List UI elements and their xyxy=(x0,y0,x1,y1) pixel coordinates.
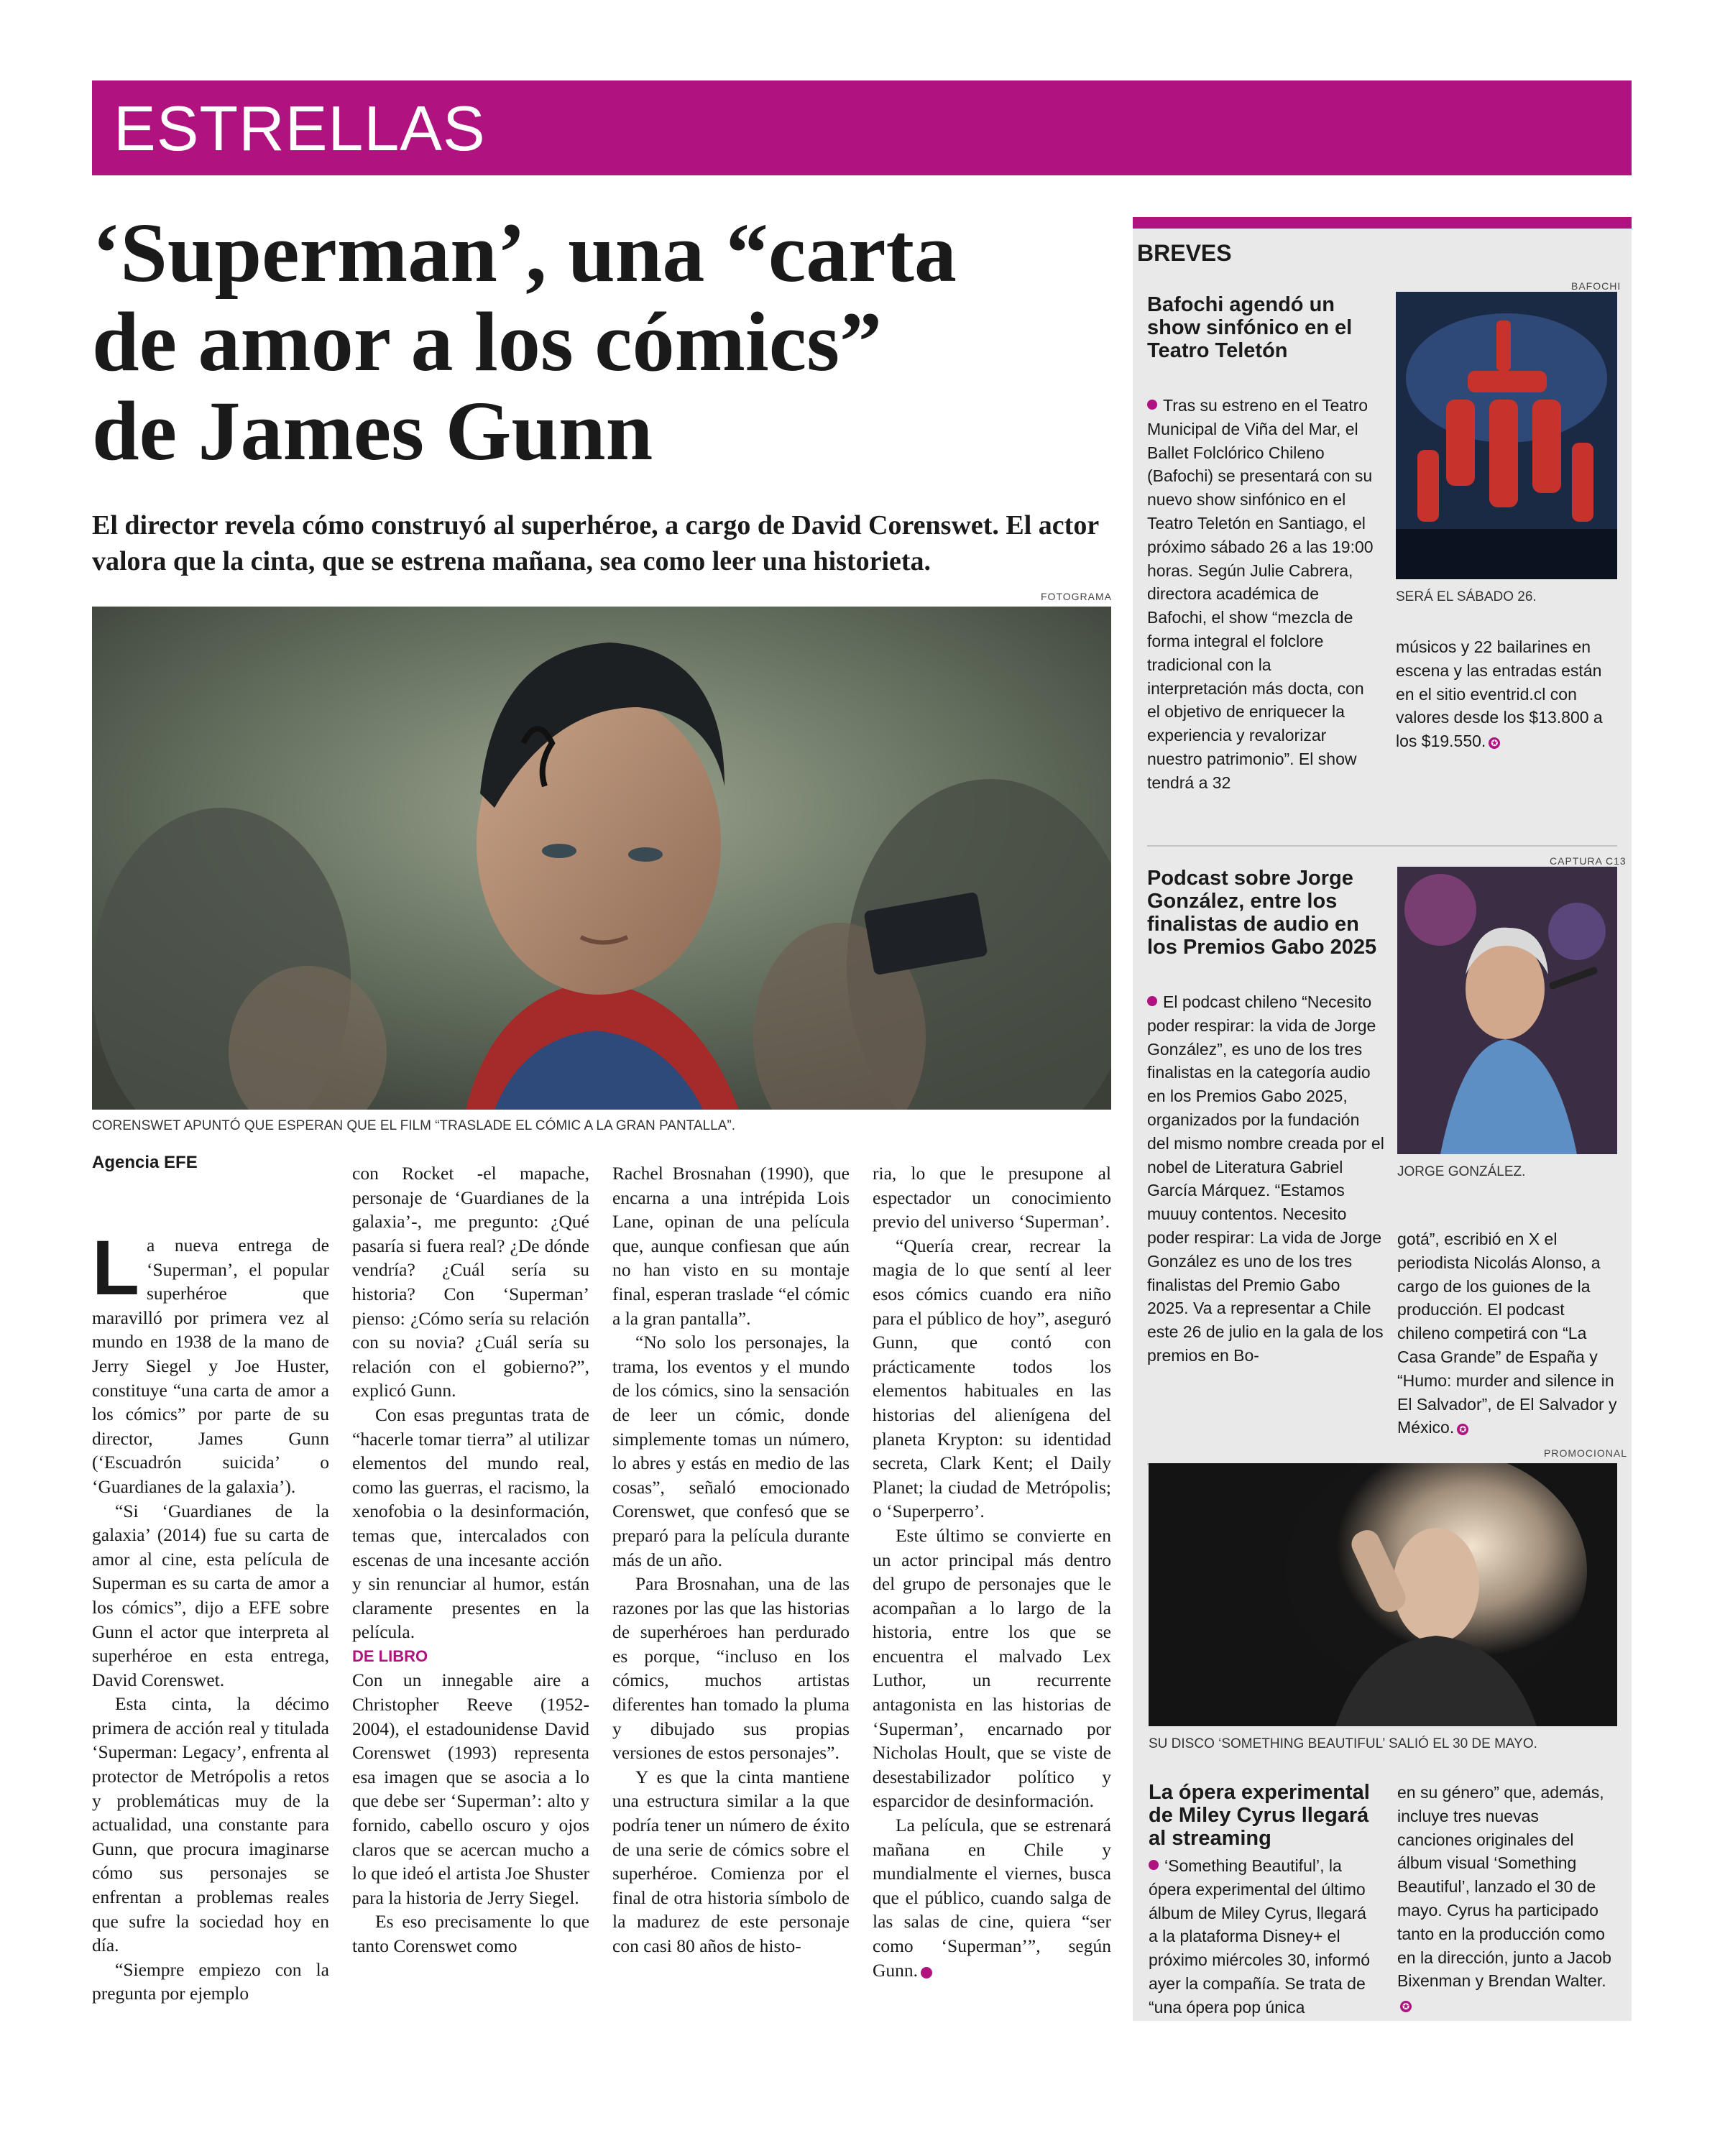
article-column-4 xyxy=(873,1161,1111,1982)
brief-text: El podcast chileno “Necesito poder respirar: la vida de Jorge González”, es uno de los tres finalistas en la categoría audio en los Premios Gabo 2025, organizados por la fundación del mismo nombre creada por el nobel de Literatura Gabriel García Márquez. “Estamos muuuy contentos. Necesito poder respirar: La vida de Jorge González es uno de los tres finalistas del Premio Gabo 2025. Va a representar a Chile este 26 de julio en la gala de los premios en Bo- xyxy=(1147,992,1384,1365)
end-mark-icon: ✪ xyxy=(1457,1424,1468,1435)
paragraph: Este último se convierte en un actor principal más dentro del grupo de personajes que le acompañan a lo largo de la historia, entre los que se encuentra el malvado Lex Luthor, un recurrente antagonista en las historias de ‘Superman’, encarnado por Nicholas Hoult, que se viste de desestabilizador político y esparcidor de desinformación. xyxy=(873,1524,1111,1812)
paragraph: con Rocket -el mapache, personaje de ‘Guardianes de la galaxia’-, me pregunto: ¿Qué pasaría si fuera real? ¿De dónde vendría? ¿Cuál sería su historia? Con ‘Superman’ pienso: ¿Cómo sería su relación con su novia? ¿Cuál sería su relación con el gobierno?”, explicó Gunn. xyxy=(352,1163,589,1401)
brief-photo-caption: JORGE GONZÁLEZ. xyxy=(1397,1164,1526,1179)
subhead: DE LIBRO xyxy=(352,1646,428,1665)
end-mark-icon: ✪ xyxy=(1489,737,1500,749)
article-column-2 xyxy=(352,1161,589,1958)
superman-photo-illustration xyxy=(92,607,1111,1110)
brief-photo-credit: CAPTURA C13 xyxy=(1550,855,1627,867)
paragraph: Es eso precisamente lo que tanto Corenswet como xyxy=(352,1911,589,1956)
dancers-illustration xyxy=(1396,292,1617,579)
paragraph: Rachel Brosnahan (1990), que encarna a una intrépida Lois Lane, opinan de una película que, aunque confiesan que aún no han visto en su montaje final, esperan traslade “el cómic a la gran pantalla”. xyxy=(612,1163,850,1329)
brief-photo-bafochi xyxy=(1396,292,1617,579)
brief-photo-caption: SERÁ EL SÁBADO 26. xyxy=(1396,589,1537,604)
end-mark-icon: ✪ xyxy=(921,1967,932,1978)
brief-text-continued: en su género” que, además, incluye tres nuevas canciones originales del álbum visual ‘Something Beautiful’, lanzado el 30 de mayo. Cyrus ha participado tanto en la producción como en la dirección, junto a Jacob Bixenman y Brendan Walter.✪ xyxy=(1397,1783,1611,2012)
paragraph: “Quería crear, recrear la magia de lo que sentí al leer esos cómics cuando era niño para el público de hoy”, aseguró Gunn, que contó con prácticamente todos los elementos habituales en las historias del alienígena del planeta Krypton: su identidad secreta, Clark Kent; el Daily Planet; la ciudad de Metrópolis; o ‘Superperro’. xyxy=(873,1235,1111,1522)
article-deck: El director revela cómo construyó al superhéroe, a cargo de David Corenswet. El actor valora que la cinta, que se estrena mañana, sea como leer una historieta. xyxy=(92,510,1099,576)
bullet-dot-icon xyxy=(1147,996,1157,1006)
article-headline xyxy=(92,208,1120,476)
brief-photo-credit: PROMOCIONAL xyxy=(1544,1447,1628,1459)
singer-illustration xyxy=(1397,867,1617,1154)
paragraph: “Siempre empiezo con la pregunta por ejemplo xyxy=(92,1958,329,2004)
headline-line: ‘Superman’, una “carta xyxy=(92,206,957,300)
article-column-3 xyxy=(612,1161,850,1958)
brief-headline: Podcast sobre Jorge González, entre los finalistas de audio en los Premios Gabo 2025 xyxy=(1147,867,1377,959)
paragraph: La nueva entrega de ‘Superman’, el popular superhéroe que maravilló por primera vez al mundo en 1938 de la mano de Jerry Siegel y Joe Huster, constituye “una carta de amor a los cómics” por parte de su director, James Gunn (‘Escuadrón suicida’ o ‘Guardianes de la galaxia’). xyxy=(92,1224,329,1497)
paragraph: “No solo los personajes, la trama, los eventos y el mundo de los cómics, sino la sensación de leer un cómic, donde simplemente tomas un número, lo abres y estás en medio de las cosas”, señaló emocionado Corenswet, que confesó que se preparó para la película durante más de un año. xyxy=(612,1332,850,1570)
brief-photo-caption: SU DISCO ‘SOMETHING BEAUTIFUL’ SALIÓ EL 30 DE MAYO. xyxy=(1149,1736,1537,1751)
paragraph: Y es que la cinta mantiene una estructura similar a la que podría tener un número de éxito de una serie de cómics sobre el superhéroe. Comienza por el final de otra historia símbolo de la madurez de este personaje con casi 80 años de histo- xyxy=(612,1766,850,1956)
headline-line: de James Gunn xyxy=(92,384,653,478)
photo-credit: FOTOGRAMA xyxy=(1041,591,1112,602)
paragraph: Para Brosnahan, una de las razones por las que las historias de superhéroes han perdurado es porque, “incluso en los cómics, muchos artistas diferentes han tomado la pluma y dibujado sus propias versiones de estos personajes”. xyxy=(612,1573,850,1764)
paragraph: Con esas preguntas trata de “hacerle tomar tierra” al utilizar elementos del mundo real, como las guerras, el racismo, la xenofobia o la desinformación, temas que, intercalados con escenas de una incesante acción y sin renunciar al humor, están claramente presentes en la película. xyxy=(352,1404,589,1643)
end-mark-icon: ✪ xyxy=(1400,2001,1412,2012)
brief-photo-jorge-gonzalez xyxy=(1397,867,1617,1154)
brief-photo-credit: BAFOCHI xyxy=(1571,280,1622,292)
byline: Agencia EFE xyxy=(92,1153,198,1172)
headline-line: de amor a los cómics” xyxy=(92,295,882,389)
brief-text-continued: músicos y 22 bailarines en escena y las entradas están en el sitio eventrid.cl con valores desde los $13.800 a los $19.550. ✪ xyxy=(1396,637,1603,751)
section-title: ESTRELLAS xyxy=(114,93,486,164)
performer-illustration xyxy=(1149,1463,1617,1726)
brief-text: ‘Something Beautiful’, la ópera experimental del último álbum de Miley Cyrus, llegará a la plataforma Disney+ el próximo miércoles 30, informó ayer la compañía. Se trata de “una ópera pop única xyxy=(1149,1856,1371,2017)
brief-headline: La ópera experimental de Miley Cyrus llegará al streaming xyxy=(1149,1781,1370,1850)
sidebar-accent-bar xyxy=(1133,217,1632,229)
bullet-dot-icon xyxy=(1147,400,1157,410)
paragraph: ria, lo que le presupone al espectador un conocimiento previo del universo ‘Superman’. xyxy=(873,1163,1111,1233)
photo-caption: CORENSWET APUNTÓ QUE ESPERAN QUE EL FILM “TRASLADE EL CÓMIC A LA GRAN PANTALLA”. xyxy=(92,1118,735,1133)
article-column-1 xyxy=(92,1224,329,2006)
brief-text: Tras su estreno en el Teatro Municipal de Viña del Mar, el Ballet Folclórico Chileno (Bafochi) se presentará con su nuevo show sinfónico en el Teatro Teletón en Santiago, el próximo sábado 26 a las 19:00 horas. Según Julie Cabrera, directora académica de Bafochi, el show “mezcla de forma integral el folclore tradicional con la interpretación más docta, con el objetivo de enriquecer la experiencia y revalorizar nuestro patrimonio”. El show tendrá a 32 xyxy=(1147,396,1374,792)
paragraph: Con un innegable aire a Christopher Reeve (1952-2004), el estadounidense David Corenswet (1993) representa esa imagen que se asocia a lo que debe ser ‘Superman’: alto y fornido, cabello oscuro y ojos claros que se acercan mucho a lo que ideó el artista Joe Shuster para la historia de Jerry Siegel. xyxy=(352,1669,590,1908)
breves-title: BREVES xyxy=(1137,240,1232,266)
brief-text-continued: gotá”, escribió en X el periodista Nicolás Alonso, a cargo de los guiones de la producción. El podcast chileno competirá con “La Casa Grande” de España y “Humo: murder and silence in El Salvador”, de El Salvador y México. ✪ xyxy=(1397,1230,1617,1437)
paragraph: La película, que se estrenará mañana en Chile y mundialmente el viernes, busca que el público, cuando salga de las salas de cine, quiera “ser como ‘Superman’”, según Gunn. ✪ xyxy=(873,1815,1111,1981)
bullet-dot-icon xyxy=(1149,1860,1159,1870)
drop-cap: L xyxy=(92,1224,139,1311)
paragraph: Esta cinta, la décimo primera de acción real y titulada ‘Superman: Legacy’, enfrenta al protector de Metrópolis a retos y problemáticas muy de la actualidad, una constante para Gunn, que procura imaginarse cómo sus personajes se enfrentan a problemas reales que sufre la sociedad hoy en día. xyxy=(92,1693,329,1956)
main-photo xyxy=(92,607,1111,1110)
brief-photo-miley-cyrus xyxy=(1149,1463,1617,1726)
brief-divider xyxy=(1147,845,1617,847)
brief-headline: Bafochi agendó un show sinfónico en el Teatro Teletón xyxy=(1147,293,1353,362)
paragraph: “Si ‘Guardianes de la galaxia’ (2014) fue su carta de amor al cine, esta película de Superman es su carta de amor a los cómics”, dijo a EFE sobre Gunn el actor que interpreta al superhéroe en esta entrega, David Corenswet. xyxy=(92,1500,329,1690)
